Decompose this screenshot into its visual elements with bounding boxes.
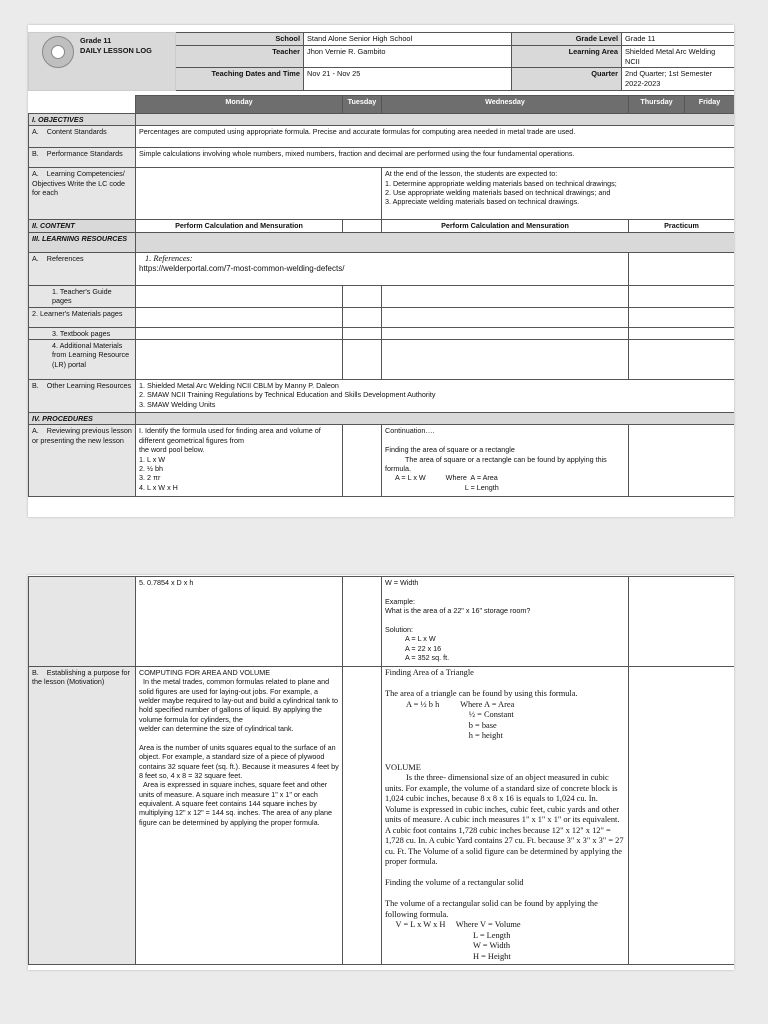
review-wednesday: Continuation…. Finding the area of square or a rectangle The area of square or a rectangle can be found by applying this formula. A = L x W Where A = Area L = Length — [382, 425, 629, 497]
day-thursday: Thursday — [629, 96, 685, 114]
lm-mon — [136, 307, 343, 327]
other-resources-label: B. Other Learning Resources — [29, 380, 136, 413]
page-2 — [28, 575, 734, 970]
references-label: A. References — [29, 252, 136, 285]
day-friday: Friday — [685, 96, 735, 114]
teachers-guide-label: 1. Teacher's Guide pages — [29, 285, 136, 307]
purpose-thursday — [629, 667, 735, 965]
am-thu — [629, 340, 735, 380]
day-tuesday: Tuesday — [343, 96, 382, 114]
tg-thu — [629, 285, 735, 307]
review-monday-continued: 5. 0.7854 x D x h — [136, 577, 343, 667]
review-label-continued — [29, 577, 136, 667]
purpose-wednesday: Finding Area of a Triangle The area of a triangle can be found by using this formula. A = ½ b h Where A = Area ½ = Constant b = base h = height VOLUME Is the three- dimensional size of an object measured in cubic units. For example, the volume of a standard size of concrete block is 1,024 cubic inches, because 8 x 8 x 16 is equals to 1,024 cu. In. Volume is expressed in cubic inches, cubic feet, cubic yards and other units of measure. A cubic inch measures 1" x 1" x 1" or its equivalent. A cubic foot contains 1,728 cubic inches because 12" x 12" x 12" = 1,728 cu. In. A cubic Yard contains 27 cu. Ft. because 3" x 3" x 3" = 27 cu. Ft. The Volume of a solid figure can be determined by applying the proper formula. Finding the volume of a rectangular solid The volume of a rectangular solid can be found by applying the following formula. V = L x W x H Where V = Volume L = Length W = Width H = Height — [382, 667, 629, 965]
review-tuesday — [343, 425, 382, 497]
page-1 — [28, 25, 734, 517]
lm-wed — [382, 307, 629, 327]
content-standards-label: A. Content Standards — [29, 126, 136, 148]
header-table — [28, 32, 734, 91]
learners-materials-label: 2. Learner's Materials pages — [29, 307, 136, 327]
reviewing-label: A. Reviewing previous lesson or presenting the new lesson — [29, 425, 136, 497]
teacher-value: Jhon Vernie R. Gambito — [304, 46, 512, 68]
day-wednesday: Wednesday — [382, 96, 629, 114]
dates-value: Nov 21 - Nov 25 — [304, 68, 512, 90]
review-monday: I. Identify the formula used for finding area and volume of different geometrical figures from the word pool below. 1. L x W 2. ½ bh 3. 2 πr 4. L x W x H — [136, 425, 343, 497]
content-monday: Perform Calculation and Mensuration — [136, 220, 343, 232]
logo-cell — [29, 33, 176, 91]
establishing-purpose-label: B. Establishing a purpose for the lesson (Motivation) — [29, 667, 136, 965]
tb-thu — [629, 327, 735, 339]
log-title: DAILY LESSON LOG — [80, 45, 152, 55]
tg-tue — [343, 285, 382, 307]
procedures-heading: IV. PROCEDURES — [29, 413, 136, 425]
lesson-table-continued — [28, 576, 734, 965]
references-cell — [136, 252, 629, 285]
performance-standards-text: Simple calculations involving whole numbers, mixed numbers, fraction and decimal are performed using the four fundamental operations. — [136, 148, 735, 168]
review-wednesday-continued: W = Width Example: What is the area of a 22" x 16" storage room? Solution: A = L x W A = 22 x 16 A = 352 sq. ft. — [382, 577, 629, 667]
grade-level-value: Grade 11 — [622, 33, 735, 46]
blank-corner — [29, 96, 136, 114]
teacher-label: Teacher — [176, 46, 304, 68]
tb-wed — [382, 327, 629, 339]
purpose-monday: COMPUTING FOR AREA AND VOLUME In the metal trades, common formulas related to plane and solid figures are used for laying-out jobs. For example, a welder maybe required to lay-out and build a cylindrical tank to hold specified number of gallons of liquid. By applying the volume formula for cylinders, the welder can determine the size of cylindrical tank. Area is the number of units squares equal to the surface of an object. For example, a standard size of a piece of plywood contains 32 square feet (sq. ft.). Because it measures 4 feet by 8 feet so, 4 x 8 = 32 square feet. Area is expressed in square inches, square feet and other units of measure. A square inch measure 1" x 1" or each equivalent. A square feet contains 144 square inches by multiplying 12" x 12" = 144 sq. inches. The area of any plane figure can be determined by applying the proper formula. — [136, 667, 343, 965]
lesson-table — [28, 95, 734, 497]
competencies-label: A. Learning Competencies/ Objectives Write the LC code for each — [29, 168, 136, 220]
content-tuesday — [343, 220, 382, 232]
additional-materials-label: 4. Additional Materials from Learning Resource (LR) portal — [29, 340, 136, 380]
am-tue — [343, 340, 382, 380]
review-tuesday-continued — [343, 577, 382, 667]
references-thursday — [629, 252, 735, 285]
tg-mon — [136, 285, 343, 307]
am-wed — [382, 340, 629, 380]
other-resources-text: 1. Shielded Metal Arc Welding NCII CBLM by Manny P. Daleon 2. SMAW NCII Training Regulations by Technical Education and Skills Development Authority 3. SMAW Welding Units — [136, 380, 735, 413]
content-heading: II. CONTENT — [29, 220, 136, 232]
dates-label: Teaching Dates and Time — [176, 68, 304, 90]
grade-level-label: Grade Level — [512, 33, 622, 46]
competencies-text: At the end of the lesson, the students are expected to: 1. Determine appropriate welding materials based on technical drawings; 2. Use appropriate welding materials based on technical drawings; and 3. Appreciate welding materials based on technical drawings. — [382, 168, 735, 220]
tg-wed — [382, 285, 629, 307]
am-mon — [136, 340, 343, 380]
procedures-heading-fill — [136, 413, 735, 425]
learning-area-label: Learning Area — [512, 46, 622, 68]
content-standards-text: Percentages are computed using appropriate formula. Precise and accurate formulas for computing area needed in metal trade are used. — [136, 126, 735, 148]
objectives-heading-fill — [136, 114, 735, 126]
content-wednesday: Perform Calculation and Mensuration — [382, 220, 629, 232]
references-title: 1. References: — [145, 253, 193, 263]
learning-area-value: Shielded Metal Arc Welding NCII — [622, 46, 735, 68]
content-friday: Practicum — [629, 220, 735, 232]
objectives-heading: I. OBJECTIVES — [29, 114, 136, 126]
performance-standards-label: B. Performance Standards — [29, 148, 136, 168]
lm-thu — [629, 307, 735, 327]
tb-mon — [136, 327, 343, 339]
competencies-monday — [136, 168, 382, 220]
tb-tue — [343, 327, 382, 339]
lm-tue — [343, 307, 382, 327]
school-value: Stand Alone Senior High School — [304, 33, 512, 46]
resources-heading: III. LEARNING RESOURCES — [29, 232, 136, 252]
deped-seal-icon — [42, 36, 74, 68]
review-thursday — [629, 425, 735, 497]
resources-heading-fill — [136, 232, 735, 252]
quarter-value: 2nd Quarter; 1st Semester 2022-2023 — [622, 68, 735, 90]
grade-title: Grade 11 — [80, 36, 112, 45]
quarter-label: Quarter — [512, 68, 622, 90]
textbook-label: 3. Textbook pages — [29, 327, 136, 339]
purpose-tuesday — [343, 667, 382, 965]
references-url[interactable]: https://welderportal.com/7-most-common-welding-defects/ — [139, 264, 345, 274]
day-monday: Monday — [136, 96, 343, 114]
review-thursday-continued — [629, 577, 735, 667]
school-label: School — [176, 33, 304, 46]
